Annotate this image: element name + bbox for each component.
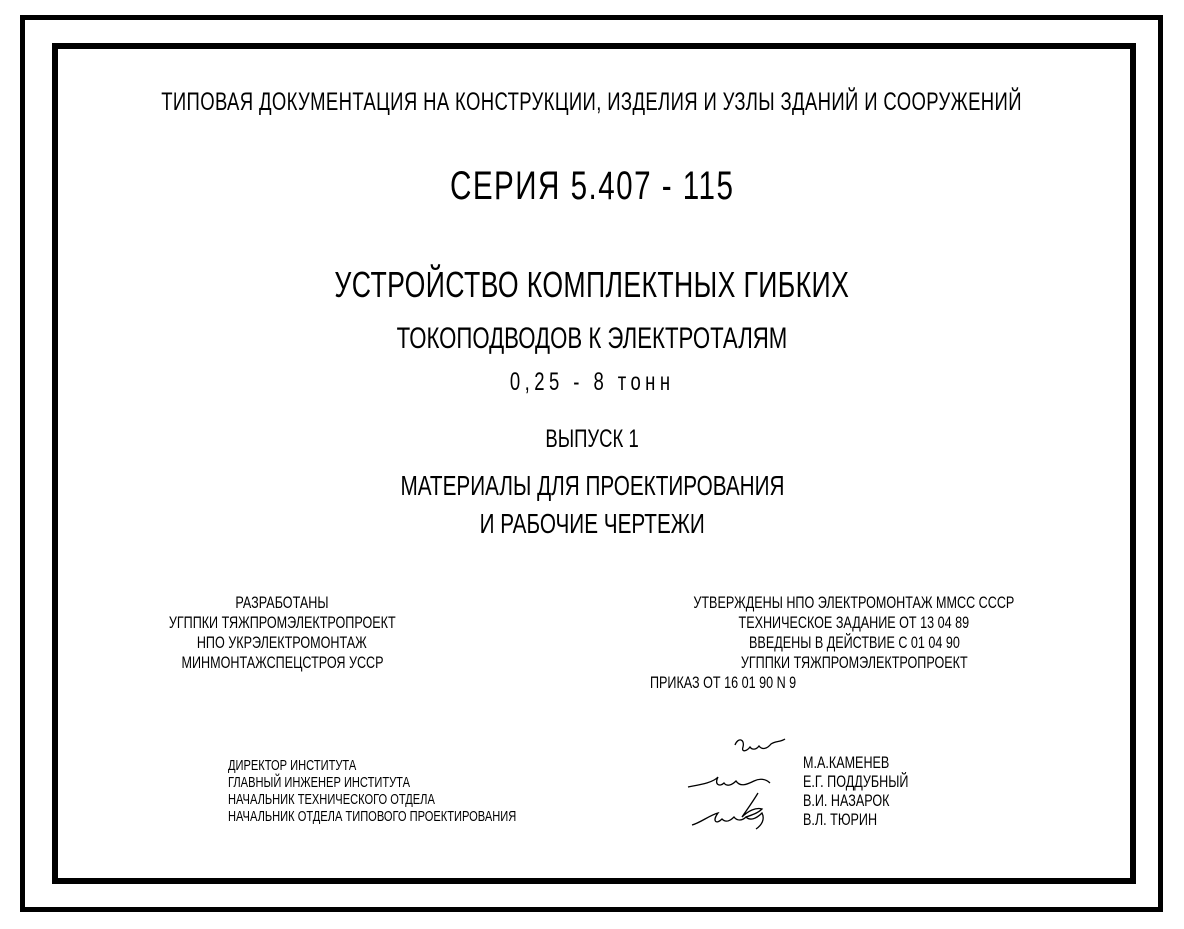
documentation-header <box>0 88 1184 117</box>
title-line-2 <box>0 322 1184 356</box>
series-title-text: СЕРИЯ 5.407 - 115 <box>449 164 735 208</box>
developed-line-text: НПО УКРЭЛЕКТРОМОНТАЖ <box>197 633 367 652</box>
name-text: Е.Г. ПОДДУБНЫЙ <box>803 772 909 791</box>
developed-line-text: МИНМОНТАЖСПЕЦСТРОЯ УССР <box>180 653 384 672</box>
developed-line-text: РАЗРАБОТАНЫ <box>235 593 329 612</box>
documentation-header-text: ТИПОВАЯ ДОКУМЕНТАЦИЯ НА КОНСТРУКЦИИ, ИЗДЕЛИЯ И УЗЛЫ ЗДАНИЙ И СООРУЖЕНИЙ <box>161 88 1023 116</box>
name-line <box>803 791 945 810</box>
issue-number-text: ВЫПУСК 1 <box>545 425 639 453</box>
position-line <box>228 808 618 825</box>
materials-line-1-text: МАТЕРИАЛЫ ДЛЯ ПРОЕКТИРОВАНИЯ <box>399 470 785 501</box>
position-text: НАЧАЛЬНИК ОТДЕЛА ТИПОВОГО ПРОЕКТИРОВАНИЯ <box>228 808 517 825</box>
approved-line-text: ВВЕДЕНЫ В ДЕЙСТВИЕ С 01 04 90 <box>748 633 960 652</box>
materials-line-2 <box>0 508 1184 540</box>
title-line-1 <box>0 264 1184 306</box>
title-line-3 <box>0 368 1184 397</box>
developed-line <box>112 593 452 613</box>
developed-line <box>112 633 452 653</box>
name-text: В.Л. ТЮРИН <box>803 810 878 829</box>
position-text: НАЧАЛЬНИК ТЕХНИЧЕСКОГО ОТДЕЛА <box>228 791 435 808</box>
name-line <box>803 772 945 791</box>
position-text: ДИРЕКТОР ИНСТИТУТА <box>228 757 357 774</box>
materials-line-2-text: И РАБОЧИЕ ЧЕРТЕЖИ <box>479 508 705 539</box>
title-line-3-text: 0,25 - 8 тонн <box>509 368 675 396</box>
position-line <box>228 774 618 791</box>
materials-line-1 <box>0 470 1184 502</box>
name-text: М.А.КАМЕНЕВ <box>803 753 890 772</box>
title-line-1-text: УСТРОЙСТВО КОМПЛЕКТНЫХ ГИБКИХ <box>334 264 850 305</box>
position-line <box>228 791 618 808</box>
developed-line <box>112 653 452 673</box>
staff-names <box>803 753 945 829</box>
approved-line <box>598 653 1110 673</box>
signature-2 <box>688 777 770 787</box>
approved-line <box>598 593 1110 613</box>
approved-line-text: УГППКИ ТЯЖПРОМЭЛЕКТРОПРОЕКТ <box>740 653 968 672</box>
staff-positions <box>228 757 618 825</box>
approved-line-text: ТЕХНИЧЕСКОЕ ЗАДАНИЕ ОТ 13 04 89 <box>738 613 970 632</box>
position-text: ГЛАВНЫЙ ИНЖЕНЕР ИНСТИТУТА <box>228 774 410 791</box>
developed-line <box>112 613 452 633</box>
approved-line <box>598 673 1110 693</box>
position-line <box>228 757 618 774</box>
issue-number <box>0 425 1184 454</box>
approved-line-text: ПРИКАЗ ОТ 16 01 90 N 9 <box>650 673 797 692</box>
signatures <box>680 733 805 843</box>
name-text: В.И. НАЗАРОК <box>803 791 890 810</box>
signature-1 <box>735 739 785 751</box>
developed-line-text: УГППКИ ТЯЖПРОМЭЛЕКТРОПРОЕКТ <box>168 613 396 632</box>
developed-by-block <box>112 593 452 673</box>
signature-3 <box>742 793 762 817</box>
approved-block <box>598 593 1110 693</box>
series-title <box>0 164 1184 209</box>
signature-4 <box>692 813 763 829</box>
approved-line <box>598 633 1110 653</box>
name-line <box>803 810 945 829</box>
name-line <box>803 753 945 772</box>
title-line-2-text: ТОКОПОДВОДОВ К ЭЛЕКТРОТАЛЯМ <box>396 322 788 355</box>
approved-line-text: УТВЕРЖДЕНЫ НПО ЭЛЕКТРОМОНТАЖ ММСС СССР <box>693 593 1015 612</box>
approved-line <box>598 613 1110 633</box>
